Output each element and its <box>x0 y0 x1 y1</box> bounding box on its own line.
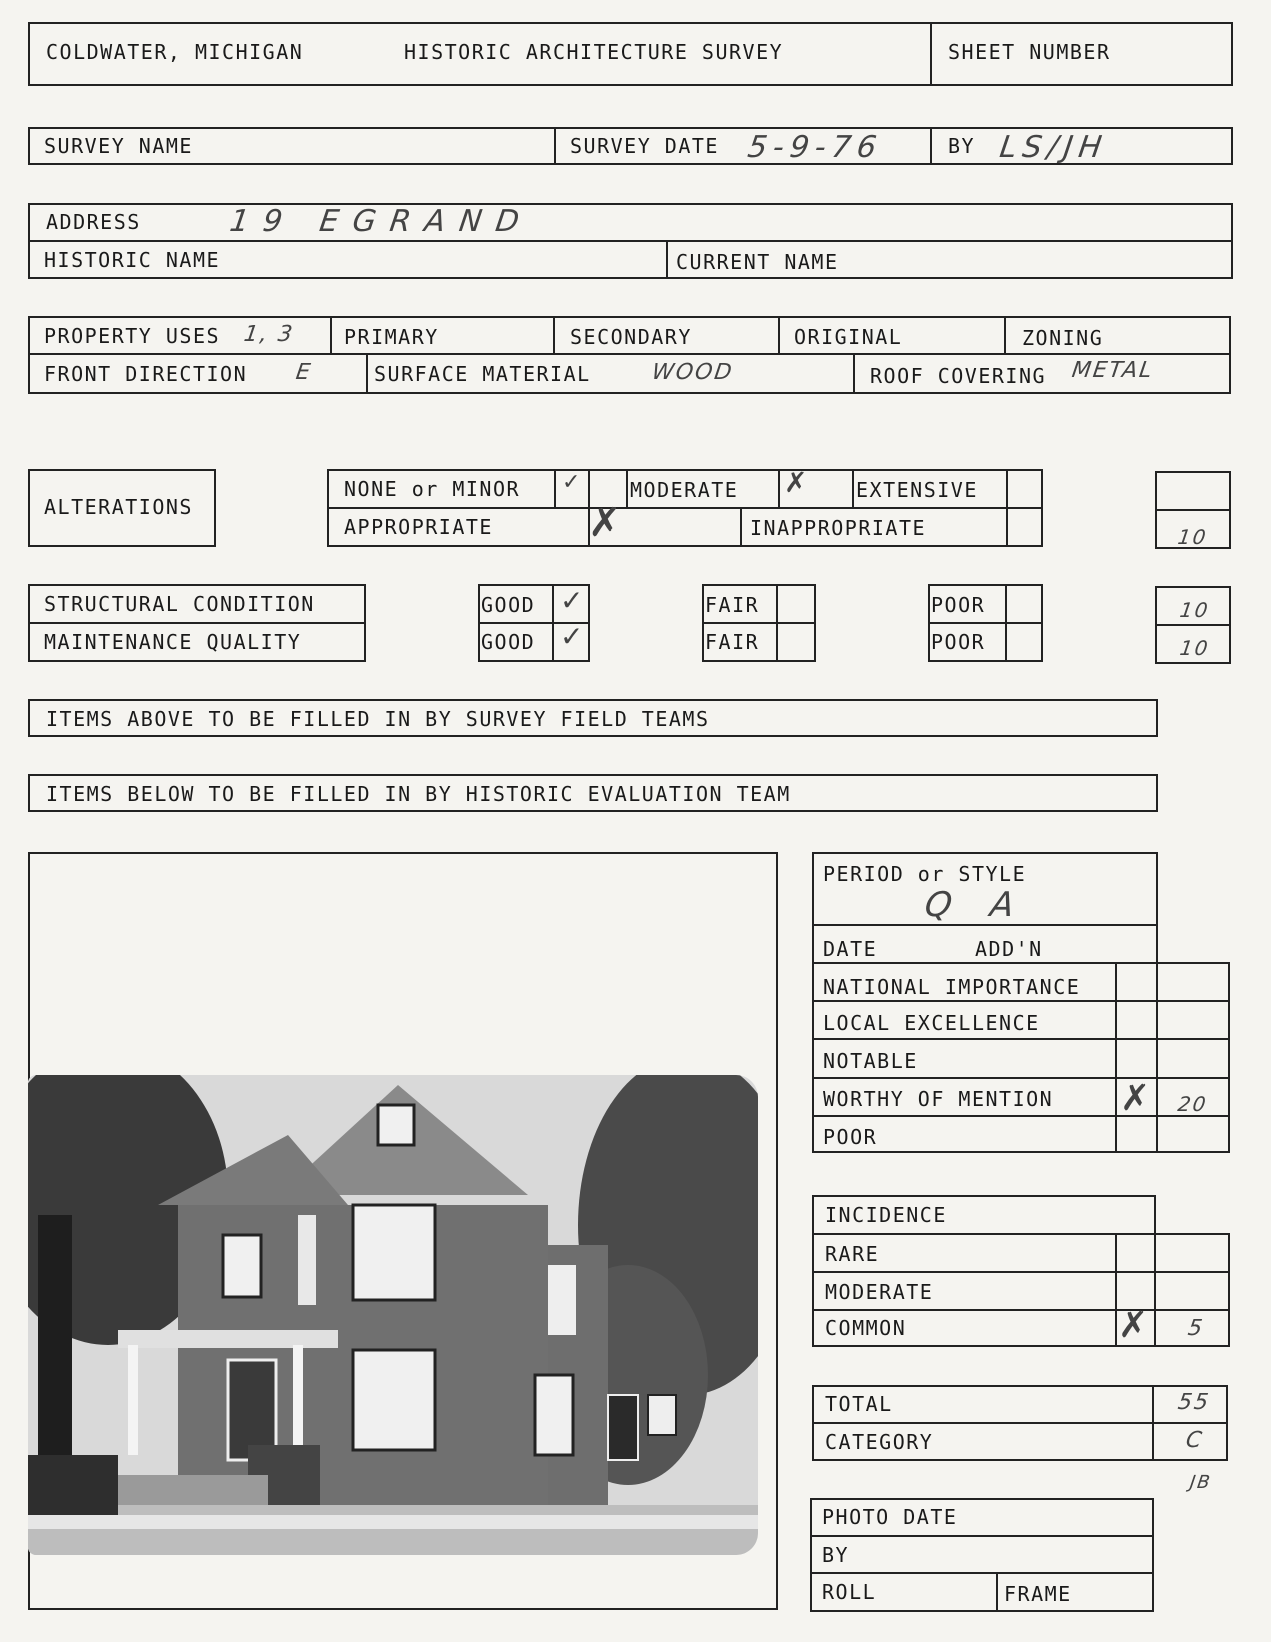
local-excellence-label: LOCAL EXCELLENCE <box>823 1011 1040 1035</box>
structural-good-label: GOOD <box>481 593 536 617</box>
moderate-label: MODERATE <box>630 478 739 502</box>
none-minor-check: ✓ <box>562 470 581 495</box>
current-name-label: CURRENT NAME <box>676 250 839 274</box>
roll-label: ROLL <box>822 1580 877 1604</box>
period-value: Q A <box>922 885 1031 925</box>
extensive-label: EXTENSIVE <box>856 478 978 502</box>
maintenance-quality-label: MAINTENANCE QUALITY <box>44 630 302 654</box>
incidence-moderate-label: MODERATE <box>825 1280 934 1304</box>
notes-below: ITEMS BELOW TO BE FILLED IN BY HISTORIC EVALUATION TEAM <box>46 782 791 806</box>
appropriate-check: ✗ <box>588 500 622 546</box>
structural-condition-label: STRUCTURAL CONDITION <box>44 592 315 616</box>
common-score: 5 <box>1186 1316 1206 1341</box>
property-uses-value: 1, 3 <box>242 322 296 347</box>
appropriate-label: APPROPRIATE <box>344 515 493 539</box>
surface-material-value: WOOD <box>650 360 736 385</box>
category-label: CATEGORY <box>825 1430 934 1454</box>
incidence-label: INCIDENCE <box>825 1203 947 1227</box>
survey-by-label: BY <box>948 134 976 158</box>
structural-fair-label: FAIR <box>705 593 760 617</box>
header-city: COLDWATER, MICHIGAN <box>46 40 304 64</box>
common-label: COMMON <box>825 1316 907 1340</box>
roof-covering-label: ROOF COVERING <box>870 364 1047 388</box>
maintenance-good-label: GOOD <box>481 630 536 654</box>
maintenance-score: 10 <box>1178 636 1212 660</box>
front-direction-label: FRONT DIRECTION <box>44 362 248 386</box>
survey-by-value: LS/JH <box>997 130 1110 165</box>
survey-name-label: SURVEY NAME <box>44 134 193 158</box>
secondary-label: SECONDARY <box>570 325 692 349</box>
frame-label: FRAME <box>1004 1582 1072 1606</box>
notable-label: NOTABLE <box>823 1049 918 1073</box>
period-style-label: PERIOD or STYLE <box>823 862 1027 886</box>
photo-by-label: BY <box>822 1543 850 1567</box>
inappropriate-label: INAPPROPRIATE <box>750 516 927 540</box>
worthy-score: 20 <box>1176 1092 1210 1116</box>
survey-date-value: 5-9-76 <box>745 130 885 165</box>
worthy-check: ✗ <box>1120 1078 1151 1119</box>
roof-covering-value: METAL <box>1070 358 1156 383</box>
maintenance-fair-label: FAIR <box>705 630 760 654</box>
zoning-label: ZONING <box>1022 326 1104 350</box>
common-check: ✗ <box>1118 1305 1149 1346</box>
header-title: HISTORIC ARCHITECTURE SURVEY <box>404 40 784 64</box>
rare-label: RARE <box>825 1242 880 1266</box>
primary-label: PRIMARY <box>344 325 439 349</box>
national-importance-label: NATIONAL IMPORTANCE <box>823 975 1081 999</box>
total-label: TOTAL <box>825 1392 893 1416</box>
maintenance-poor-label: POOR <box>931 630 986 654</box>
alterations-score: 10 <box>1176 525 1210 549</box>
address-value: 19 EGRAND <box>227 204 536 239</box>
none-minor-label: NONE or MINOR <box>344 477 521 501</box>
house-photo-image <box>28 1075 758 1555</box>
property-uses-label: PROPERTY USES <box>44 324 221 348</box>
structural-poor-label: POOR <box>931 593 986 617</box>
date-label: DATE <box>823 937 878 961</box>
structural-good-check: ✓ <box>560 584 584 617</box>
sheet-number-label: SHEET NUMBER <box>948 40 1111 64</box>
category-value: C <box>1184 1428 1206 1453</box>
front-direction-value: E <box>294 360 314 385</box>
survey-date-label: SURVEY DATE <box>570 134 719 158</box>
eval-poor-label: POOR <box>823 1125 878 1149</box>
addn-label: ADD'N <box>975 937 1043 961</box>
moderate-check: ✗ <box>784 466 808 499</box>
notes-above: ITEMS ABOVE TO BE FILLED IN BY SURVEY FIELD TEAMS <box>46 707 710 731</box>
structural-score: 10 <box>1178 598 1212 622</box>
alterations-label: ALTERATIONS <box>44 495 193 519</box>
total-value: 55 <box>1176 1390 1212 1415</box>
address-label: ADDRESS <box>46 210 141 234</box>
photo-date-label: PHOTO DATE <box>822 1505 958 1529</box>
original-label: ORIGINAL <box>794 325 903 349</box>
surface-material-label: SURFACE MATERIAL <box>374 362 591 386</box>
worthy-of-mention-label: WORTHY OF MENTION <box>823 1087 1054 1111</box>
initials: JB <box>1188 1472 1214 1493</box>
historic-name-label: HISTORIC NAME <box>44 248 221 272</box>
maintenance-good-check: ✓ <box>560 620 584 653</box>
house-photo <box>28 1075 758 1555</box>
